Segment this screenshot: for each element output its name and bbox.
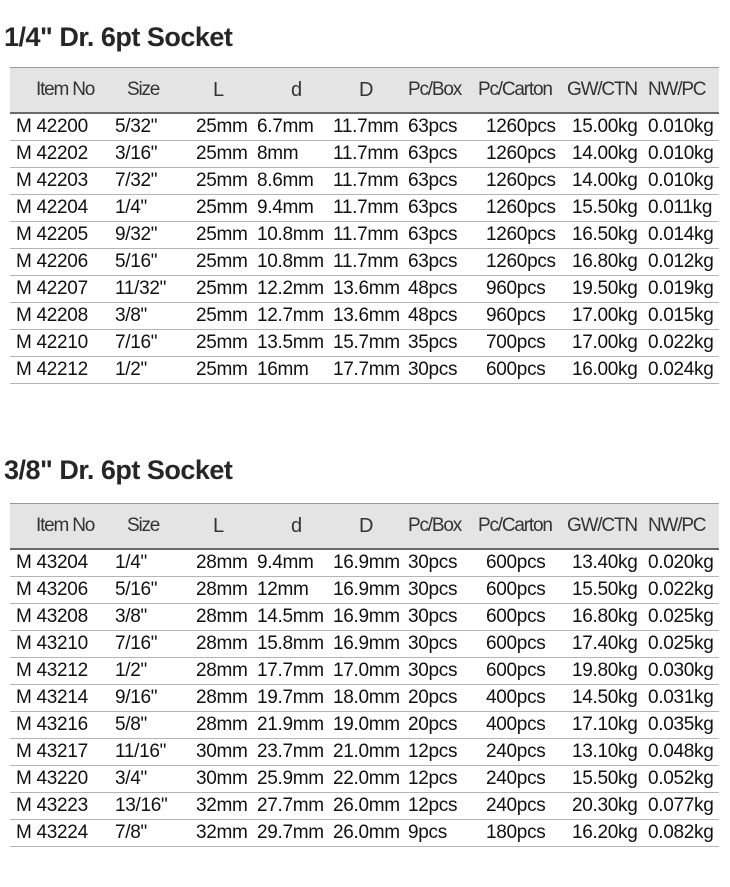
header-large-diameter: D bbox=[333, 68, 408, 114]
table-row bbox=[10, 658, 719, 685]
pc-carton-cell: 700pcs bbox=[478, 330, 567, 357]
length-cell: 28mm bbox=[187, 658, 257, 685]
length-cell: 25mm bbox=[187, 195, 257, 222]
large-diameter-cell: 11.7mm bbox=[333, 141, 408, 168]
pc-carton-cell: 960pcs bbox=[478, 303, 567, 330]
size-cell: 1/4" bbox=[111, 549, 187, 577]
pc-box-cell: 30pcs bbox=[408, 631, 478, 658]
small-diameter-cell: 8mm bbox=[257, 141, 333, 168]
item-no-cell: M 42205 bbox=[10, 222, 111, 249]
header-row bbox=[10, 68, 719, 114]
nw-pc-cell: 0.025kg bbox=[648, 631, 719, 658]
size-cell: 3/16" bbox=[111, 141, 187, 168]
header-large-diameter: D bbox=[333, 504, 408, 550]
item-no-cell: M 43217 bbox=[10, 739, 111, 766]
header-nw-pc: NW/PC bbox=[648, 504, 719, 550]
length-cell: 32mm bbox=[187, 820, 257, 847]
length-cell: 28mm bbox=[187, 604, 257, 631]
small-diameter-cell: 12.2mm bbox=[257, 276, 333, 303]
pc-carton-cell: 400pcs bbox=[478, 685, 567, 712]
nw-pc-cell: 0.035kg bbox=[648, 712, 719, 739]
table-row bbox=[10, 793, 719, 820]
header-pc-carton: Pc/Carton bbox=[478, 504, 567, 550]
table-row bbox=[10, 549, 719, 577]
length-cell: 28mm bbox=[187, 549, 257, 577]
item-no-cell: M 43204 bbox=[10, 549, 111, 577]
item-no-cell: M 42202 bbox=[10, 141, 111, 168]
pc-box-cell: 30pcs bbox=[408, 604, 478, 631]
pc-carton-cell: 960pcs bbox=[478, 276, 567, 303]
nw-pc-cell: 0.010kg bbox=[648, 113, 719, 141]
length-cell: 25mm bbox=[187, 303, 257, 330]
nw-pc-cell: 0.082kg bbox=[648, 820, 719, 847]
large-diameter-cell: 16.9mm bbox=[333, 577, 408, 604]
header-length: L bbox=[187, 68, 257, 114]
table-row bbox=[10, 141, 719, 168]
item-no-cell: M 43208 bbox=[10, 604, 111, 631]
pc-box-cell: 12pcs bbox=[408, 739, 478, 766]
size-cell: 5/32" bbox=[111, 113, 187, 141]
item-no-cell: M 43206 bbox=[10, 577, 111, 604]
pc-carton-cell: 400pcs bbox=[478, 712, 567, 739]
gw-ctn-cell: 14.00kg bbox=[567, 168, 648, 195]
large-diameter-cell: 22.0mm bbox=[333, 766, 408, 793]
item-no-cell: M 43212 bbox=[10, 658, 111, 685]
item-no-cell: M 43214 bbox=[10, 685, 111, 712]
size-cell: 9/16" bbox=[111, 685, 187, 712]
gw-ctn-cell: 19.80kg bbox=[567, 658, 648, 685]
large-diameter-cell: 18.0mm bbox=[333, 685, 408, 712]
nw-pc-cell: 0.014kg bbox=[648, 222, 719, 249]
pc-box-cell: 20pcs bbox=[408, 685, 478, 712]
pc-box-cell: 63pcs bbox=[408, 168, 478, 195]
nw-pc-cell: 0.031kg bbox=[648, 685, 719, 712]
large-diameter-cell: 17.7mm bbox=[333, 357, 408, 384]
pc-box-cell: 63pcs bbox=[408, 113, 478, 141]
gw-ctn-cell: 15.00kg bbox=[567, 113, 648, 141]
pc-carton-cell: 1260pcs bbox=[478, 141, 567, 168]
pc-box-cell: 30pcs bbox=[408, 577, 478, 604]
size-cell: 3/8" bbox=[111, 604, 187, 631]
table-row bbox=[10, 303, 719, 330]
size-cell: 5/16" bbox=[111, 577, 187, 604]
item-no-cell: M 43220 bbox=[10, 766, 111, 793]
section-title: 3/8" Dr. 6pt Socket bbox=[4, 455, 233, 485]
size-cell: 1/2" bbox=[111, 357, 187, 384]
header-length: L bbox=[187, 504, 257, 550]
size-cell: 3/4" bbox=[111, 766, 187, 793]
small-diameter-cell: 16mm bbox=[257, 357, 333, 384]
pc-carton-cell: 240pcs bbox=[478, 793, 567, 820]
size-cell: 7/16" bbox=[111, 631, 187, 658]
nw-pc-cell: 0.019kg bbox=[648, 276, 719, 303]
small-diameter-cell: 23.7mm bbox=[257, 739, 333, 766]
gw-ctn-cell: 16.20kg bbox=[567, 820, 648, 847]
size-cell: 1/4" bbox=[111, 195, 187, 222]
small-diameter-cell: 9.4mm bbox=[257, 195, 333, 222]
nw-pc-cell: 0.015kg bbox=[648, 303, 719, 330]
length-cell: 25mm bbox=[187, 141, 257, 168]
table-row bbox=[10, 249, 719, 276]
small-diameter-cell: 6.7mm bbox=[257, 113, 333, 141]
nw-pc-cell: 0.052kg bbox=[648, 766, 719, 793]
small-diameter-cell: 17.7mm bbox=[257, 658, 333, 685]
large-diameter-cell: 19.0mm bbox=[333, 712, 408, 739]
table-row bbox=[10, 357, 719, 384]
large-diameter-cell: 26.0mm bbox=[333, 820, 408, 847]
pc-box-cell: 30pcs bbox=[408, 357, 478, 384]
header-item-no: Item No bbox=[10, 504, 111, 550]
table-row bbox=[10, 820, 719, 847]
pc-carton-cell: 1260pcs bbox=[478, 222, 567, 249]
size-cell: 13/16" bbox=[111, 793, 187, 820]
header-gw-ctn: GW/CTN bbox=[567, 68, 648, 114]
table-row bbox=[10, 113, 719, 141]
nw-pc-cell: 0.077kg bbox=[648, 793, 719, 820]
header-small-diameter: d bbox=[257, 504, 333, 550]
small-diameter-cell: 10.8mm bbox=[257, 249, 333, 276]
nw-pc-cell: 0.024kg bbox=[648, 357, 719, 384]
pc-carton-cell: 1260pcs bbox=[478, 249, 567, 276]
table-row bbox=[10, 766, 719, 793]
large-diameter-cell: 11.7mm bbox=[333, 222, 408, 249]
gw-ctn-cell: 16.80kg bbox=[567, 249, 648, 276]
pc-box-cell: 48pcs bbox=[408, 303, 478, 330]
header-nw-pc: NW/PC bbox=[648, 68, 719, 114]
item-no-cell: M 42206 bbox=[10, 249, 111, 276]
table-row bbox=[10, 330, 719, 357]
large-diameter-cell: 26.0mm bbox=[333, 793, 408, 820]
small-diameter-cell: 29.7mm bbox=[257, 820, 333, 847]
pc-carton-cell: 600pcs bbox=[478, 604, 567, 631]
length-cell: 28mm bbox=[187, 712, 257, 739]
small-diameter-cell: 15.8mm bbox=[257, 631, 333, 658]
pc-box-cell: 30pcs bbox=[408, 549, 478, 577]
table-row bbox=[10, 168, 719, 195]
pc-carton-cell: 1260pcs bbox=[478, 168, 567, 195]
header-row bbox=[10, 504, 719, 550]
gw-ctn-cell: 17.00kg bbox=[567, 303, 648, 330]
large-diameter-cell: 11.7mm bbox=[333, 249, 408, 276]
spec-table bbox=[10, 67, 719, 384]
pc-box-cell: 12pcs bbox=[408, 793, 478, 820]
table-row bbox=[10, 577, 719, 604]
small-diameter-cell: 9.4mm bbox=[257, 549, 333, 577]
length-cell: 25mm bbox=[187, 222, 257, 249]
small-diameter-cell: 10.8mm bbox=[257, 222, 333, 249]
length-cell: 25mm bbox=[187, 113, 257, 141]
small-diameter-cell: 25.9mm bbox=[257, 766, 333, 793]
size-cell: 9/32" bbox=[111, 222, 187, 249]
pc-box-cell: 63pcs bbox=[408, 195, 478, 222]
small-diameter-cell: 27.7mm bbox=[257, 793, 333, 820]
nw-pc-cell: 0.012kg bbox=[648, 249, 719, 276]
gw-ctn-cell: 16.80kg bbox=[567, 604, 648, 631]
pc-carton-cell: 180pcs bbox=[478, 820, 567, 847]
pc-box-cell: 63pcs bbox=[408, 141, 478, 168]
size-cell: 7/8" bbox=[111, 820, 187, 847]
pc-box-cell: 12pcs bbox=[408, 766, 478, 793]
table-row bbox=[10, 739, 719, 766]
header-gw-ctn: GW/CTN bbox=[567, 504, 648, 550]
pc-box-cell: 35pcs bbox=[408, 330, 478, 357]
size-cell: 11/32" bbox=[111, 276, 187, 303]
size-cell: 5/8" bbox=[111, 712, 187, 739]
large-diameter-cell: 13.6mm bbox=[333, 276, 408, 303]
size-cell: 1/2" bbox=[111, 658, 187, 685]
length-cell: 28mm bbox=[187, 577, 257, 604]
pc-carton-cell: 600pcs bbox=[478, 549, 567, 577]
item-no-cell: M 42208 bbox=[10, 303, 111, 330]
pc-carton-cell: 240pcs bbox=[478, 739, 567, 766]
gw-ctn-cell: 19.50kg bbox=[567, 276, 648, 303]
pc-box-cell: 30pcs bbox=[408, 658, 478, 685]
item-no-cell: M 43210 bbox=[10, 631, 111, 658]
item-no-cell: M 42204 bbox=[10, 195, 111, 222]
table-row bbox=[10, 685, 719, 712]
item-no-cell: M 43216 bbox=[10, 712, 111, 739]
length-cell: 32mm bbox=[187, 793, 257, 820]
header-size: Size bbox=[111, 68, 187, 114]
large-diameter-cell: 13.6mm bbox=[333, 303, 408, 330]
item-no-cell: M 42203 bbox=[10, 168, 111, 195]
nw-pc-cell: 0.011kg bbox=[648, 195, 719, 222]
nw-pc-cell: 0.022kg bbox=[648, 577, 719, 604]
large-diameter-cell: 17.0mm bbox=[333, 658, 408, 685]
header-pc-carton: Pc/Carton bbox=[478, 68, 567, 114]
nw-pc-cell: 0.020kg bbox=[648, 549, 719, 577]
size-cell: 7/32" bbox=[111, 168, 187, 195]
length-cell: 25mm bbox=[187, 330, 257, 357]
gw-ctn-cell: 17.00kg bbox=[567, 330, 648, 357]
item-no-cell: M 42207 bbox=[10, 276, 111, 303]
length-cell: 25mm bbox=[187, 168, 257, 195]
large-diameter-cell: 16.9mm bbox=[333, 549, 408, 577]
length-cell: 25mm bbox=[187, 276, 257, 303]
header-small-diameter: d bbox=[257, 68, 333, 114]
size-cell: 7/16" bbox=[111, 330, 187, 357]
item-no-cell: M 42210 bbox=[10, 330, 111, 357]
nw-pc-cell: 0.030kg bbox=[648, 658, 719, 685]
length-cell: 30mm bbox=[187, 739, 257, 766]
gw-ctn-cell: 16.00kg bbox=[567, 357, 648, 384]
length-cell: 28mm bbox=[187, 631, 257, 658]
nw-pc-cell: 0.010kg bbox=[648, 168, 719, 195]
length-cell: 30mm bbox=[187, 766, 257, 793]
pc-box-cell: 48pcs bbox=[408, 276, 478, 303]
nw-pc-cell: 0.010kg bbox=[648, 141, 719, 168]
gw-ctn-cell: 15.50kg bbox=[567, 577, 648, 604]
length-cell: 25mm bbox=[187, 357, 257, 384]
pc-carton-cell: 600pcs bbox=[478, 658, 567, 685]
gw-ctn-cell: 15.50kg bbox=[567, 766, 648, 793]
small-diameter-cell: 19.7mm bbox=[257, 685, 333, 712]
item-no-cell: M 43223 bbox=[10, 793, 111, 820]
small-diameter-cell: 21.9mm bbox=[257, 712, 333, 739]
gw-ctn-cell: 13.40kg bbox=[567, 549, 648, 577]
large-diameter-cell: 16.9mm bbox=[333, 604, 408, 631]
section-title: 1/4" Dr. 6pt Socket bbox=[4, 22, 233, 52]
size-cell: 5/16" bbox=[111, 249, 187, 276]
header-item-no: Item No bbox=[10, 68, 111, 114]
gw-ctn-cell: 13.10kg bbox=[567, 739, 648, 766]
large-diameter-cell: 11.7mm bbox=[333, 168, 408, 195]
pc-carton-cell: 600pcs bbox=[478, 577, 567, 604]
table-row bbox=[10, 712, 719, 739]
gw-ctn-cell: 17.40kg bbox=[567, 631, 648, 658]
pc-carton-cell: 1260pcs bbox=[478, 113, 567, 141]
large-diameter-cell: 15.7mm bbox=[333, 330, 408, 357]
pc-carton-cell: 1260pcs bbox=[478, 195, 567, 222]
large-diameter-cell: 11.7mm bbox=[333, 113, 408, 141]
gw-ctn-cell: 17.10kg bbox=[567, 712, 648, 739]
table-row bbox=[10, 604, 719, 631]
pc-box-cell: 63pcs bbox=[408, 249, 478, 276]
pc-box-cell: 63pcs bbox=[408, 222, 478, 249]
pc-carton-cell: 600pcs bbox=[478, 357, 567, 384]
item-no-cell: M 42200 bbox=[10, 113, 111, 141]
small-diameter-cell: 8.6mm bbox=[257, 168, 333, 195]
pc-carton-cell: 600pcs bbox=[478, 631, 567, 658]
header-pc-box: Pc/Box bbox=[408, 504, 478, 550]
size-cell: 11/16" bbox=[111, 739, 187, 766]
table-row bbox=[10, 631, 719, 658]
length-cell: 25mm bbox=[187, 249, 257, 276]
small-diameter-cell: 12mm bbox=[257, 577, 333, 604]
nw-pc-cell: 0.022kg bbox=[648, 330, 719, 357]
gw-ctn-cell: 16.50kg bbox=[567, 222, 648, 249]
size-cell: 3/8" bbox=[111, 303, 187, 330]
large-diameter-cell: 21.0mm bbox=[333, 739, 408, 766]
table-row bbox=[10, 195, 719, 222]
item-no-cell: M 43224 bbox=[10, 820, 111, 847]
header-size: Size bbox=[111, 504, 187, 550]
spec-table bbox=[10, 503, 719, 847]
gw-ctn-cell: 14.50kg bbox=[567, 685, 648, 712]
large-diameter-cell: 16.9mm bbox=[333, 631, 408, 658]
small-diameter-cell: 13.5mm bbox=[257, 330, 333, 357]
pc-box-cell: 20pcs bbox=[408, 712, 478, 739]
gw-ctn-cell: 20.30kg bbox=[567, 793, 648, 820]
header-pc-box: Pc/Box bbox=[408, 68, 478, 114]
nw-pc-cell: 0.048kg bbox=[648, 739, 719, 766]
large-diameter-cell: 11.7mm bbox=[333, 195, 408, 222]
table-row bbox=[10, 222, 719, 249]
gw-ctn-cell: 15.50kg bbox=[567, 195, 648, 222]
gw-ctn-cell: 14.00kg bbox=[567, 141, 648, 168]
item-no-cell: M 42212 bbox=[10, 357, 111, 384]
small-diameter-cell: 14.5mm bbox=[257, 604, 333, 631]
small-diameter-cell: 12.7mm bbox=[257, 303, 333, 330]
table-row bbox=[10, 276, 719, 303]
pc-carton-cell: 240pcs bbox=[478, 766, 567, 793]
length-cell: 28mm bbox=[187, 685, 257, 712]
pc-box-cell: 9pcs bbox=[408, 820, 478, 847]
nw-pc-cell: 0.025kg bbox=[648, 604, 719, 631]
